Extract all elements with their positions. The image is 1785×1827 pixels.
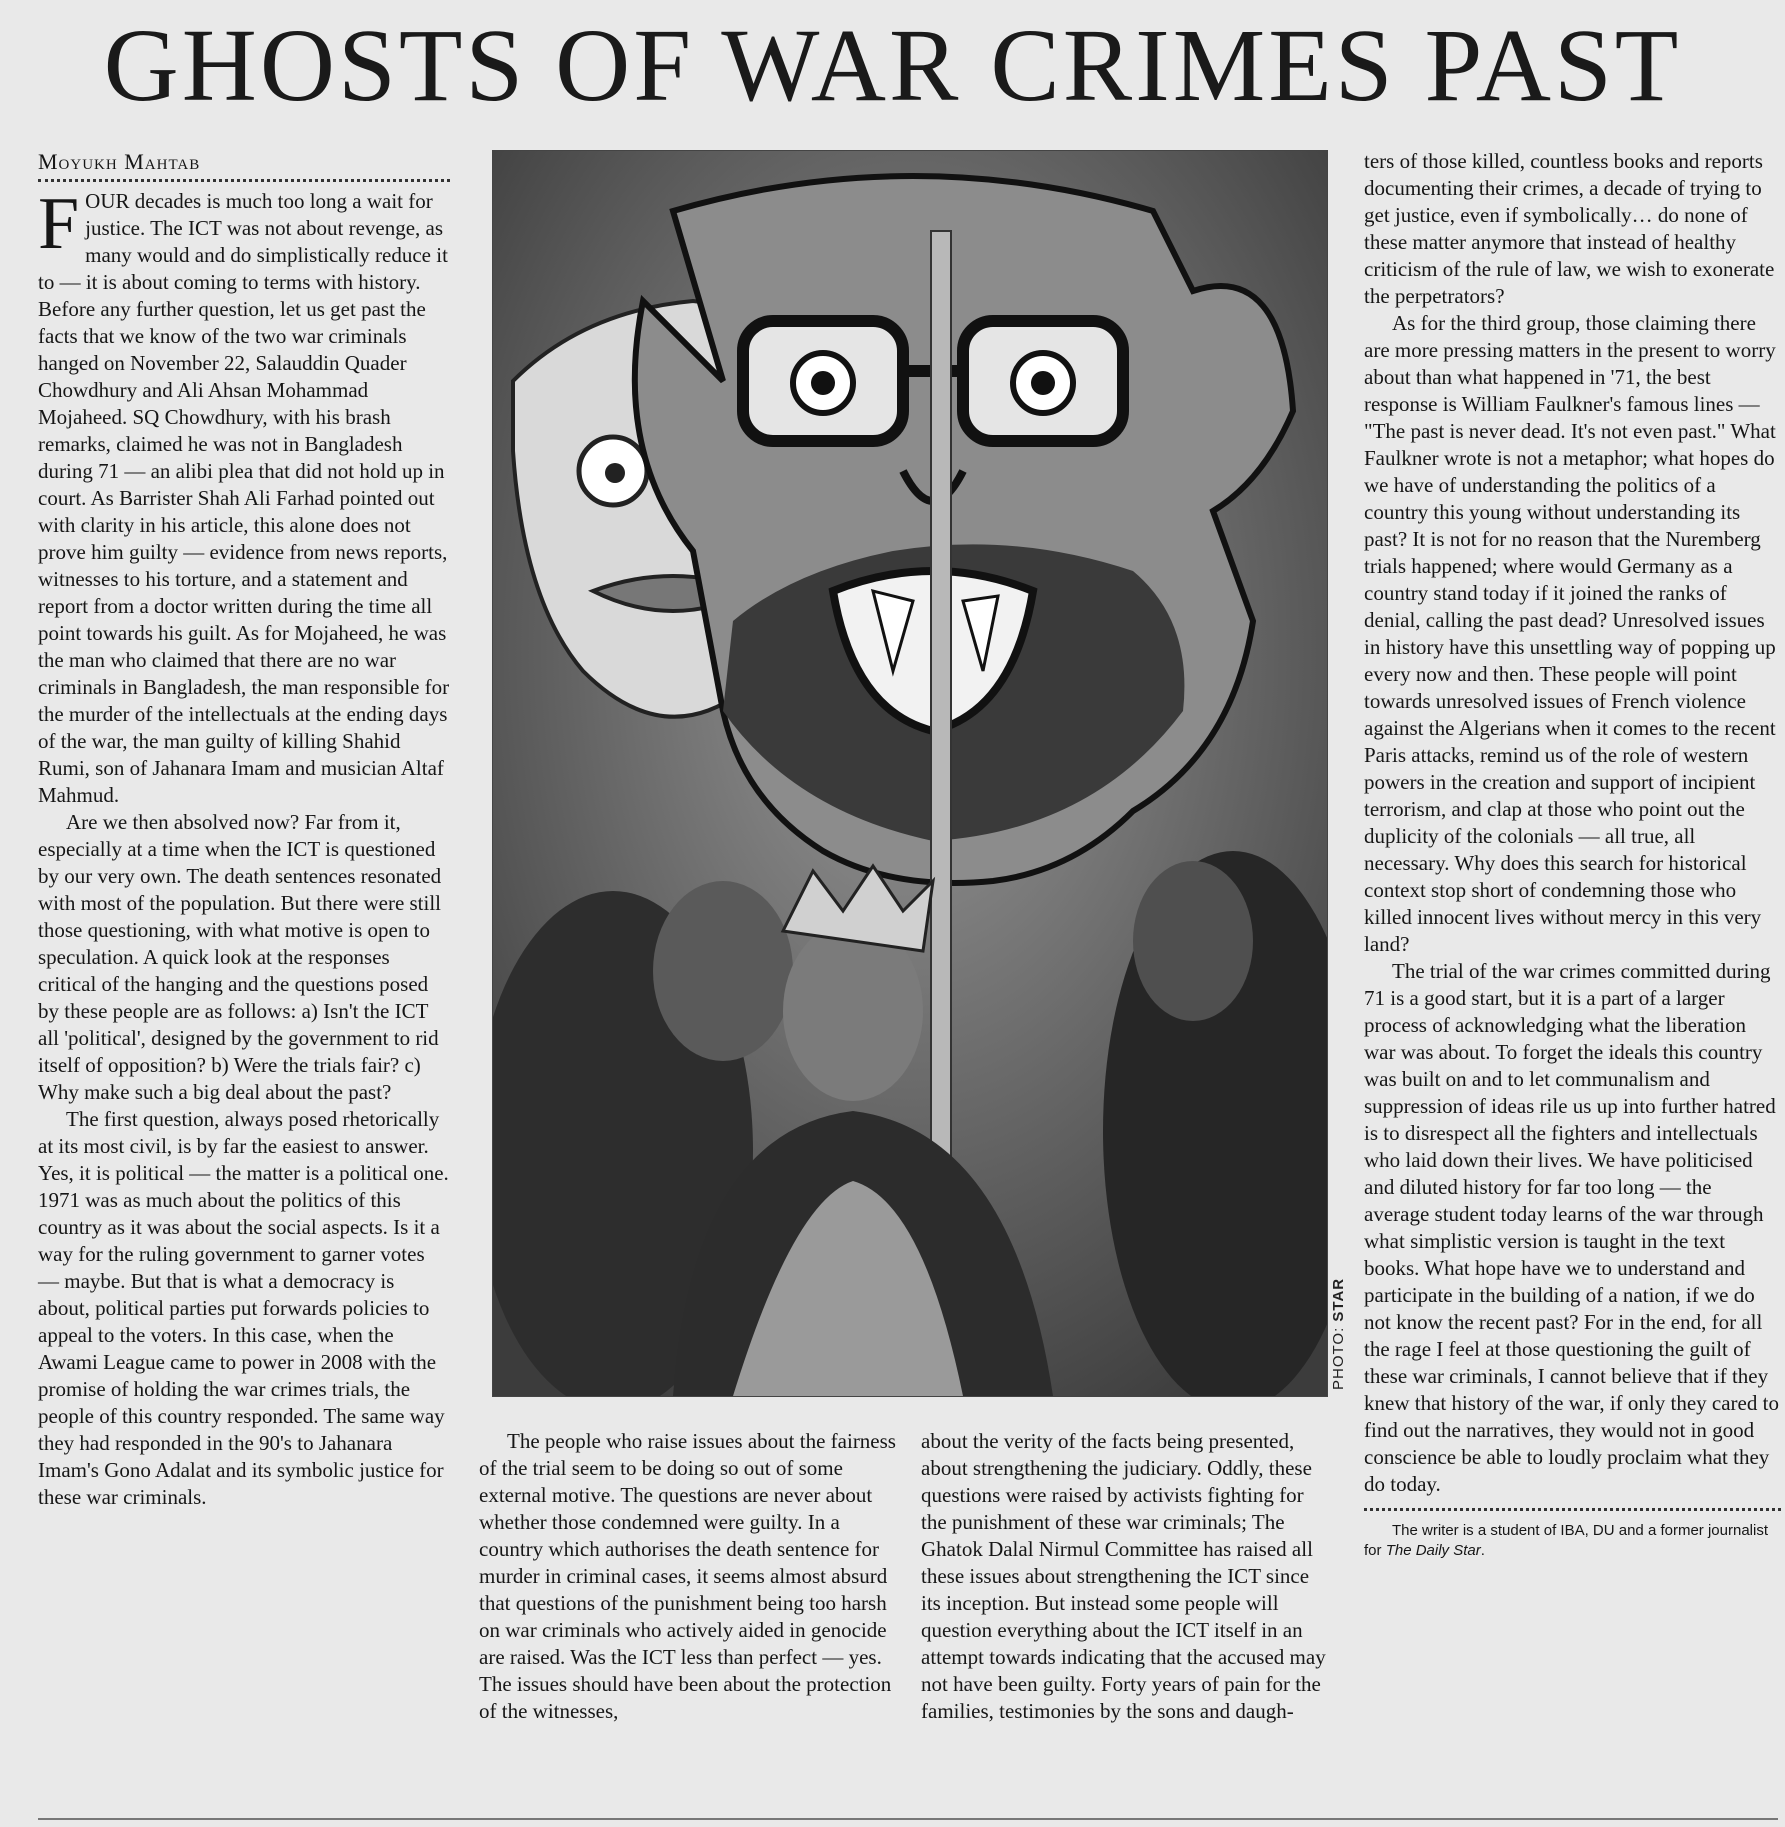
paragraph: about the verity of the facts being presented, about strengthening the judiciary. Oddly, these questions were raised by activists fighting for the punishment of these war criminals; The Ghatok Dalal Nirmul Committee has raised all these issues about strengthening the ICT since its inception. But instead some people will question everything about the ICT itself in an attempt towards indicating that the accused may not have been guilty. Forty years of pain for the families, testimonies by the sons and daugh-: [921, 1429, 1326, 1723]
lead-paragraph: [38, 183, 450, 809]
bottom-rule: [38, 1818, 1778, 1823]
paragraph-text: decades is much too long a wait for justice. The ICT was not about revenge, as many would and do simplistically reduce it to — it is about coming to terms with history. Before any further question, let us get past the facts that we know of the two war criminals hanged on November 22, Salauddin Quader Chowdhury and Ali Ahsan Mohammad Mojaheed. SQ Chowdhury, with his brash remarks, claimed he was not in Bangladesh during 71 — an alibi plea that did not hold up in court. As Barrister Shah Ali Farhad pointed out with clarity in his article, this alone does not prove him guilty — evidence from news reports, witnesses to his torture, and a statement and report from a doctor written during the time all point towards his guilt. As for Mojaheed, he was the man who claimed that there are no war criminals in Bangladesh, the man responsible for the murder of the intellectuals at the ending days of the war, the man guilty of killing Shahid Rumi, son of Jahanara Imam and musician Altaf Mahmud.: [38, 189, 450, 807]
photo-credit-source: STAR: [1330, 1277, 1347, 1322]
paragraph: The first question, always posed rhetorically at its most civil, is by far the easiest to answer. Yes, it is political — the matter is a political one. 1971 was as much about the politics of this country as it was about the social aspects. Is it a way for the ruling government to garner votes — maybe. But that is what a democracy is about, political parties put forwards policies to appeal to the voters. In this case, when the Awami League came to power in 2008 with the promise of holding the war crimes trials, the people of this country responded. The same way they had responded in the 90's to Jahanara Imam's Gono Adalat and its symbolic justice for these war criminals.: [38, 1107, 449, 1509]
column-3: [921, 1428, 1333, 1725]
column-4: [1364, 148, 1781, 1561]
footnote-paper-name: The Daily Star: [1385, 1542, 1481, 1559]
paragraph: Are we then absolved now? Far from it, especially at a time when the ICT is questioned by our very own. The death sentences resonated with most of the population. But there were still those questioning, with what motive is open to speculation. A quick look at the responses critical of the hanging and the questions posed by these people are as follows: a) Isn't the ICT all 'political', designed by the government to rid itself of opposition? b) Were the trials fair? c) Why make such a big deal about the past?: [38, 810, 442, 1104]
photo-credit-label: PHOTO:: [1330, 1321, 1347, 1390]
drop-cap: F: [38, 183, 80, 265]
column-2: [479, 1428, 897, 1725]
footnote-end: .: [1480, 1542, 1485, 1559]
headline: GHOSTS OF WAR CRIMES PAST: [103, 8, 1682, 123]
paragraph: ters of those killed, countless books and reports documenting their crimes, a decade of trying to get justice, even if symbolically… do none of these matter anymore that instead of healthy criticism of the rule of law, we wish to exonerate the perpetrators?: [1364, 149, 1775, 308]
protest-effigy-image: [493, 151, 1327, 1396]
footnote-text: The writer is a student of IBA, DU and a former journalist for: [1364, 1522, 1768, 1559]
paragraph: The people who raise issues about the fairness of the trial seem to be doing so out of some external motive. The questions are never about whether those condemned were guilty. In a country which authorises the death sentence for murder in criminal cases, it seems almost absurd that questions of the punishment being too harsh on war criminals who actively aided in genocide are raised. Was the ICT less than perfect — yes. The issues should have been about the protection of the witnesses,: [479, 1429, 896, 1723]
lead-caps: OUR: [85, 189, 130, 213]
article-photo: [492, 150, 1328, 1397]
author-footnote: [1364, 1521, 1781, 1561]
byline: Moyukh Mahtab: [38, 148, 450, 182]
paragraph: The trial of the war crimes committed during 71 is a good start, but it is a part of a larger process of acknowledging what the liberation war was about. To forget the ideals this country was built on and to let communalism and suppression of ideas rile us up into further hatred is to disrespect all the fighters and intellectuals who laid down their lives. We have politicised and diluted history for far too long — the average student today learns of the war through what simplistic version is taught in the text books. What hope have we to understand and participate in the building of a nation, if we do not know the recent past? For in the end, for all the rage I feel at those questioning the guilt of these war criminals, I cannot believe that if they knew that history of the war, if only they cared to find out the narratives, they would not in good conscience be able to loudly proclaim what they do today.: [1364, 959, 1779, 1496]
paragraph: As for the third group, those claiming there are more pressing matters in the present to worry about than what happened in '71, the best response is William Faulkner's famous lines — "The past is never dead. It's not even past." What Faulkner wrote is not a metaphor; what hopes do we have of understanding the politics of a country this young without understanding its past? It is not for no reason that the Nuremberg trials happened; where would Germany as a country stand today if it joined the ranks of denial, calling the past dead? Unresolved issues in history have this unsettling way of popping up every now and then. These people will point towards unresolved issues of French violence against the Algerians when it comes to the recent Paris attacks, remind us of the role of western powers in the creation and support of incipient terrorism, and clap at those who point out the duplicity of the colonials — all true, all necessary. Why does this search for historical context stop short of condemning those who killed innocent lives without mercy in this very land?: [1364, 311, 1776, 956]
column-1: [38, 148, 450, 1511]
photo-credit: [1330, 1278, 1347, 1390]
author-note: [1364, 1508, 1781, 1561]
